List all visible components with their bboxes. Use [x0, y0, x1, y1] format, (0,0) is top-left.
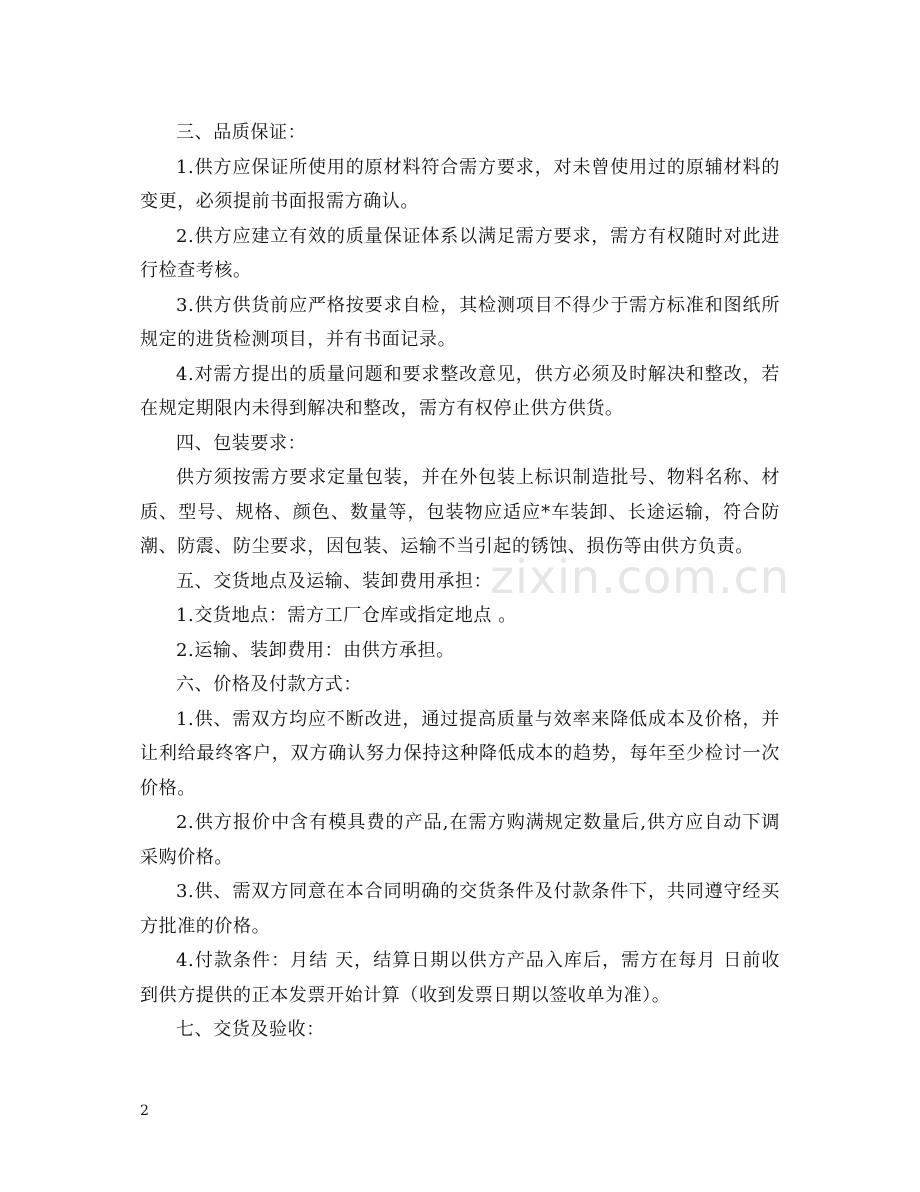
paragraph-price-2: 2.供方报价中含有模具费的产品,在需方购满规定数量后,供方应自动下调采购价格。 — [140, 812, 780, 868]
paragraph-quality-2: 2.供方应建立有效的质量保证体系以满足需方要求，需方有权随时对此进行检查考核。 — [140, 225, 780, 281]
section-heading-packaging: 四、包装要求： — [176, 432, 307, 454]
paragraph-quality-1: 1.供方应保证所使用的原材料符合需方要求，对未曾使用过的原辅材料的变更，必须提前书面报需方确认。 — [140, 156, 780, 212]
paragraph-price-3: 3.供、需双方同意在本合同明确的交货条件及付款条件下，共同遵守经买方批准的价格。 — [140, 881, 780, 937]
paragraph-payment-terms: 4.付款条件：月结 天，结算日期以供方产品入库后，需方在每月 日前收到供方提供的正本发票开始计算（收到发票日期以签收单为准）。 — [140, 950, 780, 1006]
section-heading-quality: 三、品质保证： — [176, 122, 307, 143]
watermark: zixin.com.cn — [490, 550, 791, 604]
section-heading-delivery-acceptance: 七、交货及验收： — [176, 1019, 325, 1040]
paragraph-transport-cost: 2.运输、装卸费用：由供方承担。 — [176, 639, 455, 661]
section-heading-delivery-transport: 五、交货地点及运输、装卸费用承担： — [176, 570, 493, 592]
page-number: 2 — [140, 1103, 149, 1119]
section-heading-price-payment: 六、价格及付款方式： — [176, 674, 362, 695]
paragraph-quality-4: 4.对需方提出的质量问题和要求整改意见，供方必须及时解决和整改，若在规定期限内未得到解决和整改，需方有权停止供方供货。 — [140, 363, 780, 419]
paragraph-packaging: 供方须按需方要求定量包装，并在外包装上标识制造批号、物料名称、材质、型号、规格、颜色、数量等，包装物应适应*车装卸、长途运输，符合防潮、防震、防尘要求，因包装、运输不当引起的锈蚀、损伤等由供方负责。 — [140, 467, 780, 557]
paragraph-quality-3: 3.供方供货前应严格按要求自检，其检测项目不得少于需方标准和图纸所规定的进货检测项目，并有书面记录。 — [140, 294, 780, 350]
paragraph-price-1: 1.供、需双方均应不断改进，通过提高质量与效率来降低成本及价格，并让利给最终客户，双方确认努力保持这种降低成本的趋势，每年至少检讨一次价格。 — [140, 708, 780, 799]
paragraph-delivery-location: 1.交货地点：需方工厂仓库或指定地点 。 — [176, 605, 517, 626]
